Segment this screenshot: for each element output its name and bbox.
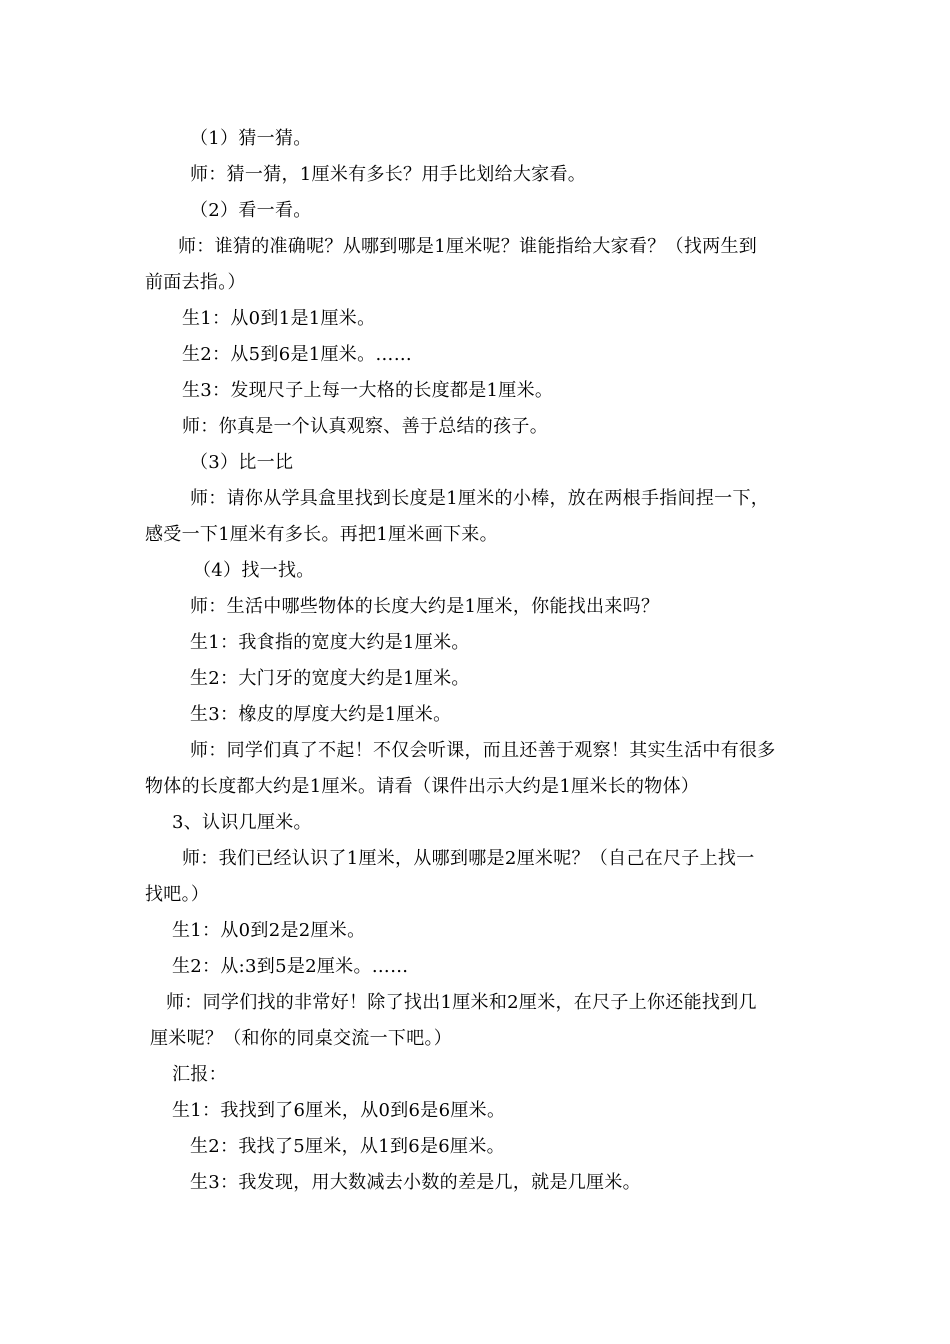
paragraph-teacher-2cm: 师：我们已经认识了1厘米，从哪到哪是2厘米呢？（自己在尺子上找一 <box>182 848 755 869</box>
paragraph-find-heading: （4）找一找。 <box>193 560 315 581</box>
paragraph-teacher-2cm-cont: 找吧。） <box>145 884 210 905</box>
paragraph-teacher-stick: 师：请你从学具盒里找到长度是1厘米的小棒，放在两根手指间捏一下， <box>190 488 770 509</box>
paragraph-teacher-objects: 师：生活中哪些物体的长度大约是1厘米，你能找出来吗？ <box>190 596 660 617</box>
paragraph-teacher-amazing: 师：同学们真了不起！不仅会听课，而且还善于观察！其实生活中有很多 <box>190 740 776 761</box>
paragraph-student3-eraser: 生3：橡皮的厚度大约是1厘米。 <box>190 704 452 725</box>
paragraph-teacher-stick-cont: 感受一下1厘米有多长。再把1厘米画下来。 <box>145 524 498 545</box>
paragraph-student2-5cm: 生2：我找了5厘米，从1到6是6厘米。 <box>190 1136 505 1157</box>
paragraph-student1-6cm: 生1：我找到了6厘米，从0到6是6厘米。 <box>172 1100 506 1121</box>
paragraph-teacher-amazing-cont: 物体的长度都大约是1厘米。请看（课件出示大约是1厘米长的物体） <box>145 776 700 797</box>
paragraph-teacher-more-cm: 师：同学们找的非常好！除了找出1厘米和2厘米，在尺子上你还能找到几 <box>166 992 757 1013</box>
paragraph-student1-finger: 生1：我食指的宽度大约是1厘米。 <box>190 632 470 653</box>
paragraph-teacher-praise: 师：你真是一个认真观察、善于总结的孩子。 <box>182 416 548 437</box>
paragraph-student3-each-grid: 生3：发现尺子上每一大格的长度都是1厘米。 <box>182 380 554 401</box>
paragraph-report-heading: 汇报： <box>172 1064 227 1085</box>
paragraph-student2-tooth: 生2：大门牙的宽度大约是1厘米。 <box>190 668 470 689</box>
paragraph-teacher-guess: 师：猜一猜，1厘米有多长？用手比划给大家看。 <box>190 164 587 185</box>
paragraph-teacher-more-cm-cont: 厘米呢？（和你的同桌交流一下吧。） <box>150 1028 453 1049</box>
paragraph-student3-difference: 生3：我发现，用大数减去小数的差是几，就是几厘米。 <box>190 1172 641 1193</box>
paragraph-look-heading: （2）看一看。 <box>190 200 312 221</box>
paragraph-teacher-who-guessed: 师：谁猜的准确呢？从哪到哪是1厘米呢？谁能指给大家看？（找两生到 <box>178 236 758 257</box>
paragraph-student2-5-to-6: 生2：从5到6是1厘米。…… <box>182 344 413 365</box>
paragraph-student1-0-to-1: 生1：从0到1是1厘米。 <box>182 308 376 329</box>
paragraph-student2-3-to-5: 生2：从:3到5是2厘米。…… <box>172 956 409 977</box>
paragraph-teacher-who-guessed-cont: 前面去指。） <box>145 272 246 293</box>
paragraph-guess-heading: （1）猜一猜。 <box>190 128 312 149</box>
section-heading-several-cm: 3、认识几厘米。 <box>172 812 312 833</box>
paragraph-student1-0-to-2: 生1：从0到2是2厘米。 <box>172 920 366 941</box>
paragraph-compare-heading: （3）比一比 <box>190 452 294 473</box>
